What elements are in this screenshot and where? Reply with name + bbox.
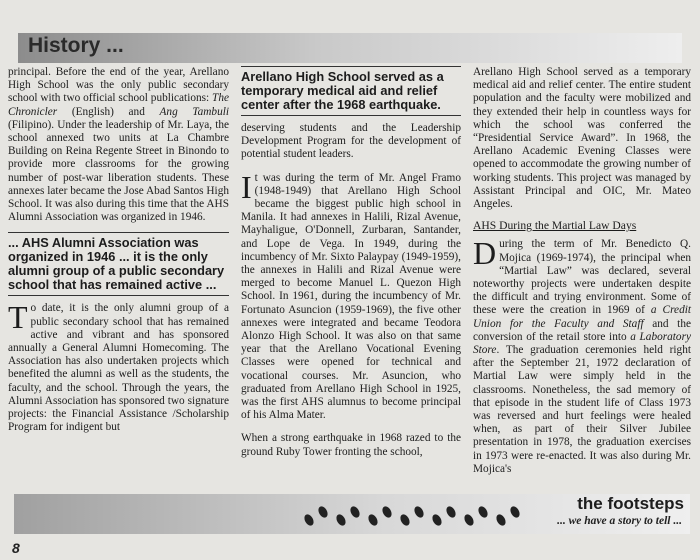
paragraph: It was during the term of Mr. Angel Framo (1948-1949) that Arellano High School became the biggest public high school in Manila. It had annexes in Halili, Rizal Avenue, Mayhaligue, O'Donnell, Zurbaran, Santander, and Lope de Vega. In 1949, during the incumbency of Mr. Sixto Palaypay (1949-1959), the annexes in Halili and Rizal Avenue were merged to become Manuel L. Quezon High School. In 1961, during the incumbency of Mr. Fortunato Asuncion (1959-1969), the five other annexes were integrated and became Teodora Alonzo High School. It was also on that same year that the Arellano Vocational Evening Classes were opened for technical and vocational courses. Mr. Asuncion, who graduated from Arellano High School in 1925, was the first AHS alumnus to become principal of his Alma Mater. (241, 168, 461, 422)
publication-name: The Chronicler (8, 92, 229, 118)
column-2 (241, 66, 461, 459)
pull-quote: ... AHS Alumni Association was organized in 1946 ... it is the only alumni group of a public secondary school that has remained active ... (8, 232, 229, 296)
subheading: AHS During the Martial Law Days (473, 219, 637, 233)
section-banner (18, 33, 682, 63)
footer-band (14, 494, 690, 534)
paragraph: During the term of Mr. Benedicto Q. Mojica (1969-1974), the principal when “Martial Law” was declared, several noteworthy projects were undertaken despite the difficult and trying environment. Some of these were the creation in 1969 of a Credit Union for the Faculty and Staff and the conversion of the retail store into a Laboratory Store. The graduation ceremonies held right after the September 21, 1972 declaration of Martial Law were simply held in the classrooms. Nonetheless, the sad memory of that episode in the student life of Class 1973 was reversed and hurt feelings were healed when, as part of their Silver Jubilee presentation in 1978, the graduation exercises in 1973 were re-enacted. It was also during Mr. Mojica's (473, 235, 691, 475)
column-1 (8, 66, 229, 434)
drop-cap: I (241, 168, 252, 205)
drop-cap: T (8, 299, 28, 336)
paragraph: principal. Before the end of the year, Arellano High School was the only public secondary school with two official school publications: The Chronicler (English) and Ang Tambuli (Filipino). Under the leadership of Mr. Laya, the school annexed two units at La Chambre Building on Reina Regente Street in Binondo to provide more classrooms for the growing number of post-war liberation students. These annexes later became the Jose Abad Santos High School. It was also during this time that the AHS Alumni Association was organized in 1946. (8, 66, 229, 224)
pull-quote: Arellano High School served as a temporary medical aid and relief center after the 1968 earthquake. (241, 66, 461, 116)
footer-title: the footsteps (577, 494, 684, 513)
page-number: 8 (12, 540, 20, 556)
paragraph: When a strong earthquake in 1968 razed to the ground Ruby Tower fronting the school, (241, 432, 461, 458)
paragraph: To date, it is the only alumni group of a public secondary school that has remained active and vibrant and has sponsored annually a General Alumni Homecoming. The Association has also undertaken projects which benefited the alumni as well as the students, the faculty, and the school. Through the years, the Alumni Association has sponsored two signature projects: the Financial Assistance /Scholarship Program for indigent but (8, 299, 229, 434)
footprints-icon (299, 502, 529, 528)
publication-name: Ang Tambuli (159, 105, 229, 118)
paragraph: Arellano High School served as a temporary medical aid and relief center. The entire student population and the faculty were mobilized and they extended their help in countless ways for which the school was conferred the “Presidential Service Award”. In 1968, the Arellano Academic Evening Classes were opened to accommodate the growing number of working students. This project was managed by Assistant Principal and OIC, Mr. Mateo Angeles. (473, 66, 691, 211)
paragraph: deserving students and the Leadership Development Program for the development of potential student leaders. (241, 122, 461, 161)
page-title: History ... (28, 34, 124, 57)
column-3 (473, 66, 691, 476)
drop-cap: D (473, 235, 497, 272)
footer-subtitle: ... we have a story to tell ... (557, 515, 682, 527)
